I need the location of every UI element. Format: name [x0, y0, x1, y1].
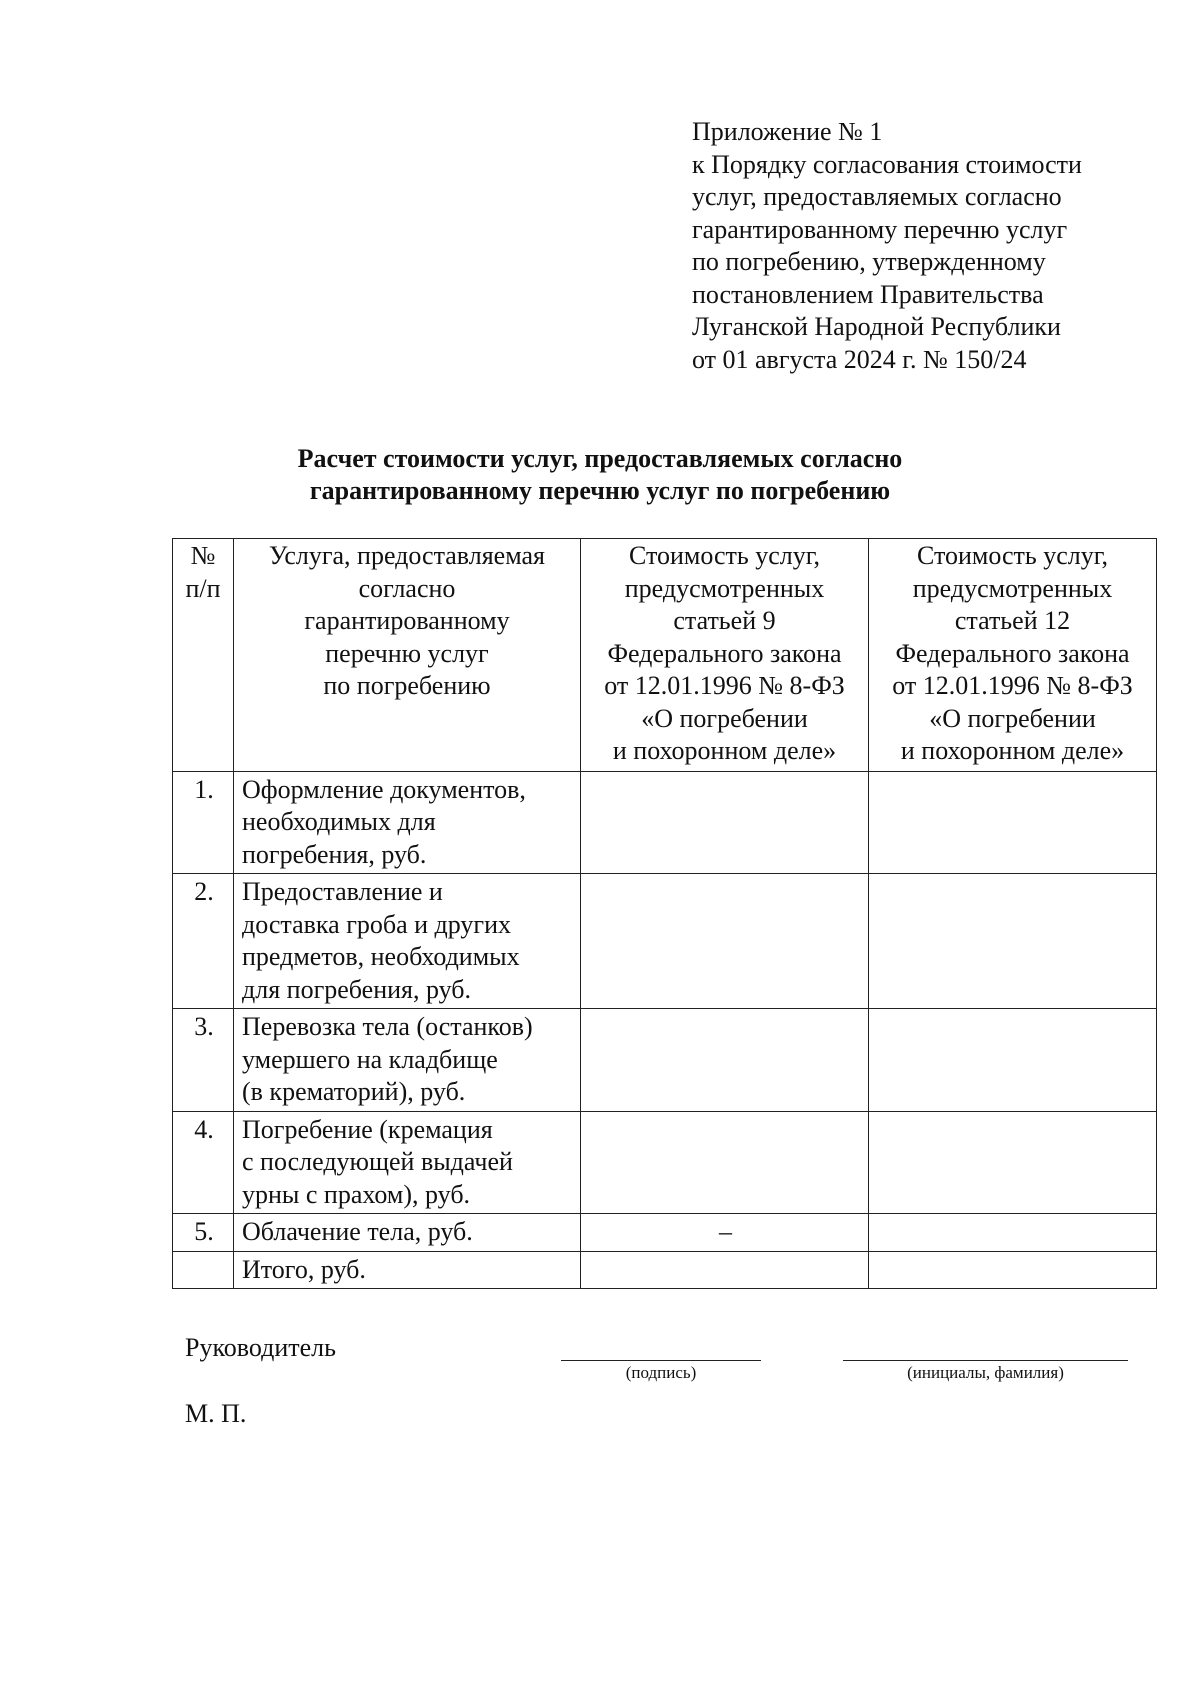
table-header-row	[173, 539, 1157, 772]
row-service	[234, 874, 581, 1009]
table-row	[173, 874, 1157, 1009]
service-line: Погребение (кремация	[242, 1114, 493, 1144]
row-number	[173, 1251, 234, 1289]
header-cost9-line: Федерального закона	[607, 638, 842, 668]
table-row	[173, 1111, 1157, 1214]
table-row	[173, 1009, 1157, 1112]
appendix-line: гарантированному перечню услуг	[692, 214, 1068, 244]
signature-line	[561, 1360, 761, 1361]
header-service-line: Услуга, предоставляемая	[269, 541, 545, 570]
header-cost-article-9	[581, 539, 869, 772]
service-line: умершего на кладбище	[242, 1044, 498, 1074]
appendix-line: Луганской Народной Республики	[692, 312, 1061, 341]
service-line: погребения, руб.	[242, 839, 427, 869]
row-cost-article-9: –	[581, 1214, 869, 1252]
document-title	[0, 443, 1200, 507]
service-line: необходимых для	[242, 807, 436, 836]
header-service-line: по погребению	[323, 671, 491, 700]
header-cost-article-12	[869, 539, 1157, 772]
service-line: доставка гроба и других	[242, 909, 512, 939]
table-row	[173, 1214, 1157, 1252]
row-number: 5.	[173, 1214, 234, 1252]
row-service	[234, 1111, 581, 1214]
row-cost-article-12	[869, 1009, 1157, 1112]
row-number: 3.	[173, 1009, 234, 1112]
table-total-row	[173, 1251, 1157, 1289]
service-line: с последующей выдачей	[242, 1147, 513, 1176]
service-line: Итого, руб.	[242, 1254, 366, 1284]
row-service	[234, 771, 581, 874]
row-number: 1.	[173, 771, 234, 874]
appendix-line: по погребению, утвержденному	[692, 247, 1046, 276]
appendix-line: услуг, предоставляемых согласно	[692, 182, 1062, 211]
row-number: 4.	[173, 1111, 234, 1214]
header-number	[173, 539, 234, 772]
header-cost9-line: предусмотренных	[624, 573, 825, 603]
service-line: (в крематорий), руб.	[242, 1077, 466, 1106]
signature-caption: (подпись)	[625, 1363, 697, 1382]
row-cost-article-9	[581, 1111, 869, 1214]
row-number: 2.	[173, 874, 234, 1009]
header-service-line: перечню услуг	[325, 638, 489, 668]
header-cost12-line: от 12.01.1996 № 8-ФЗ	[892, 671, 1133, 700]
header-service-line: гарантированному	[304, 606, 510, 635]
name-caption: (инициалы, фамилия)	[907, 1363, 1064, 1382]
header-cost9-line: и похоронном деле»	[612, 736, 837, 765]
header-cost12-line: Стоимость услуг,	[916, 541, 1109, 570]
row-cost-article-12	[869, 1111, 1157, 1214]
row-cost-article-12	[869, 874, 1157, 1009]
row-service	[234, 1009, 581, 1112]
appendix-block	[692, 116, 1162, 376]
service-line: для погребения, руб.	[242, 974, 472, 1004]
stamp-place-label: М. П.	[185, 1399, 247, 1428]
row-service	[234, 1214, 581, 1252]
appendix-line: от 01 августа 2024 г. № 150/24	[692, 344, 1027, 374]
row-cost-article-9	[581, 1251, 869, 1289]
header-cost12-line: «О погребении	[929, 703, 1096, 733]
title-line-1: Расчет стоимости услуг, предоставляемых согласно	[297, 444, 903, 473]
header-number-line: №	[190, 541, 216, 570]
title-line-2: гарантированному перечню услуг по погребению	[309, 476, 891, 505]
header-cost9-line: от 12.01.1996 № 8-ФЗ	[604, 671, 845, 700]
name-line	[843, 1360, 1128, 1361]
appendix-line: Приложение № 1	[692, 117, 883, 146]
header-cost12-line: Федерального закона	[895, 638, 1130, 668]
cost-table	[172, 538, 1157, 1289]
header-service	[234, 539, 581, 772]
header-number-line: п/п	[185, 573, 221, 603]
service-line: Облачение тела, руб.	[242, 1217, 473, 1246]
row-cost-article-9	[581, 1009, 869, 1112]
header-service-line: согласно	[358, 573, 456, 603]
header-cost12-line: предусмотренных	[912, 573, 1113, 603]
appendix-line: постановлением Правительства	[692, 279, 1044, 309]
service-line: предметов, необходимых	[242, 942, 520, 971]
header-cost12-line: статьей 12	[954, 606, 1071, 635]
service-line: Оформление документов,	[242, 774, 526, 804]
signatory-role: Руководитель	[185, 1333, 336, 1362]
row-cost-article-9	[581, 874, 869, 1009]
header-cost12-line: и похоронном деле»	[900, 736, 1125, 765]
row-cost-article-12	[869, 771, 1157, 874]
header-cost9-line: статьей 9	[673, 606, 776, 635]
service-line: Перевозка тела (останков)	[242, 1012, 533, 1041]
service-line: урны с прахом), руб.	[242, 1179, 471, 1209]
header-cost9-line: «О погребении	[641, 703, 808, 733]
row-cost-article-9	[581, 771, 869, 874]
service-line: Предоставление и	[242, 877, 443, 906]
row-cost-article-12	[869, 1214, 1157, 1252]
header-cost9-line: Стоимость услуг,	[628, 541, 821, 570]
row-service	[234, 1251, 581, 1289]
appendix-line: к Порядку согласования стоимости	[692, 149, 1082, 179]
table-row	[173, 771, 1157, 874]
row-cost-article-12	[869, 1251, 1157, 1289]
